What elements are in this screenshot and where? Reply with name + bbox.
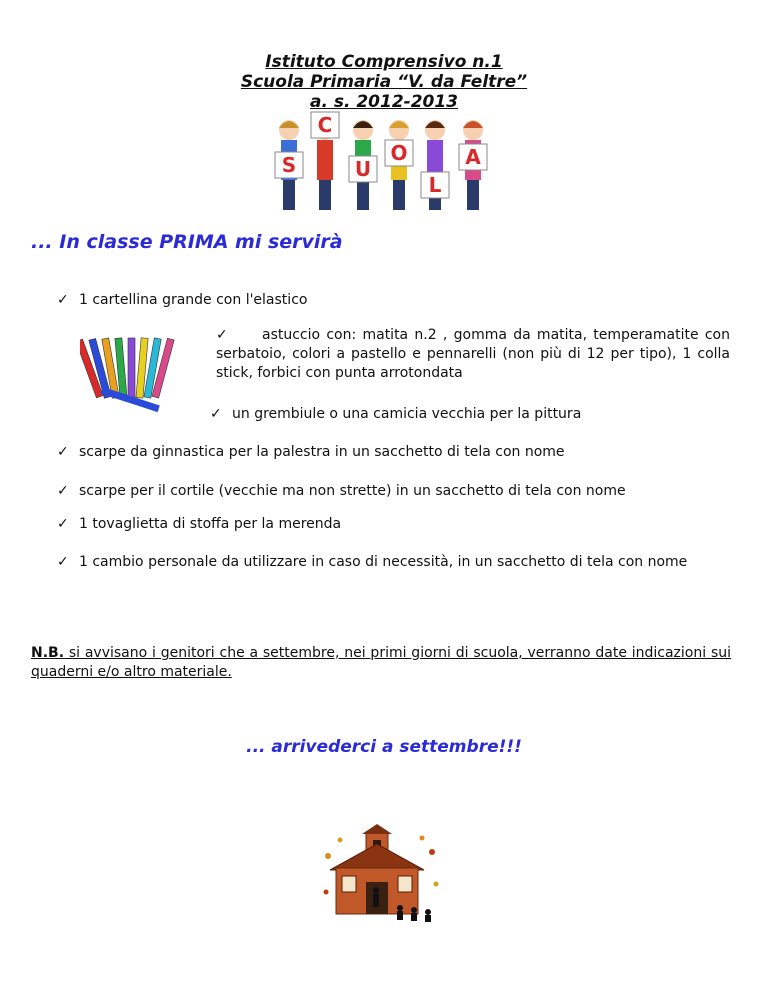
check-icon: ✓ bbox=[57, 444, 69, 460]
school-name: Scuola Primaria “V. da Feltre” bbox=[240, 72, 528, 92]
list-item: ✓ 1 tovaglietta di stoffa per la merenda bbox=[57, 516, 342, 532]
check-icon: ✓ bbox=[57, 483, 69, 499]
list-item: ✓ scarpe da ginnastica per la palestra in un sacchetto di tela con nome bbox=[57, 444, 565, 460]
list-item: ✓ scarpe per il cortile (vecchie ma non strette) in un sacchetto di tela con nome bbox=[57, 483, 626, 499]
check-icon: ✓ bbox=[216, 327, 228, 343]
note-label: N.B. bbox=[31, 645, 65, 661]
list-item: ✓ 1 cartellina grande con l'elastico bbox=[57, 292, 308, 308]
farewell-text: ... arrivederci a settembre!!! bbox=[246, 737, 522, 757]
svg-text:C: C bbox=[317, 113, 333, 137]
school-year: a. s. 2012-2013 bbox=[309, 92, 459, 112]
list-item: ✓ 1 cambio personale da utilizzare in caso di necessità, in un sacchetto di tela con nome bbox=[57, 554, 688, 570]
svg-text:O: O bbox=[390, 141, 408, 165]
check-icon: ✓ bbox=[57, 554, 69, 570]
list-item: ✓ astuccio con: matita n.2 , gomma da matita, temperamatite con serbatoio, colori a pastello e pennarelli (non più di 12 per tipo), 1 colla stick, forbici con punta arrotondata bbox=[216, 327, 730, 381]
svg-text:U: U bbox=[354, 157, 372, 181]
note-paragraph: N.B. si avvisano i genitori che a settembre, nei primi giorni di scuola, verranno date indicazioni sui quaderni e/o altro materiale. bbox=[31, 645, 731, 680]
check-icon: ✓ bbox=[57, 516, 69, 532]
school-header bbox=[0, 52, 768, 112]
institute-name: Istituto Comprensivo n.1 bbox=[265, 52, 503, 72]
svg-text:A: A bbox=[465, 145, 481, 169]
schoolhouse-illustration bbox=[318, 822, 446, 926]
list-item: ✓ un grembiule o una camicia vecchia per la pittura bbox=[210, 406, 582, 422]
list-heading: ... In classe PRIMA mi servirà bbox=[31, 231, 343, 253]
kids-scuola-illustration bbox=[263, 108, 501, 214]
svg-text:S: S bbox=[281, 153, 297, 177]
check-icon: ✓ bbox=[57, 292, 69, 308]
svg-text:L: L bbox=[428, 173, 442, 197]
colored-pencils-image bbox=[80, 334, 180, 414]
check-icon: ✓ bbox=[210, 406, 222, 422]
